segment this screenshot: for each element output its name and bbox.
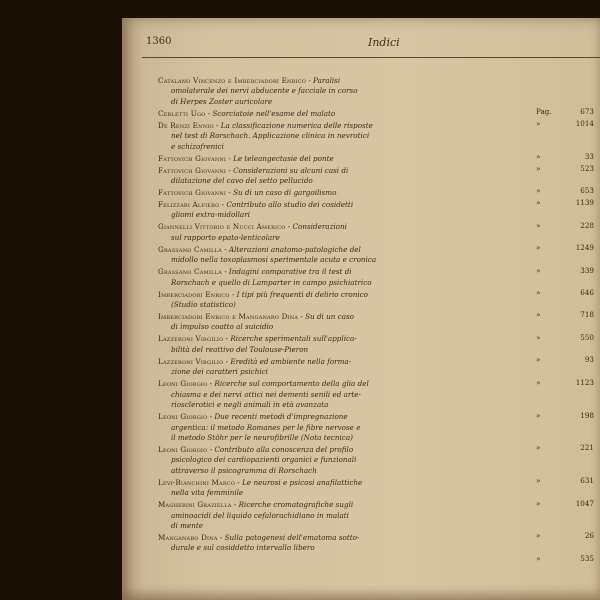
article-title: - Contributo alla conoscenza del profilo (207, 444, 354, 454)
entry-line (158, 176, 464, 186)
entry-line (158, 511, 464, 521)
entry-line (158, 379, 464, 389)
page-mark: » (536, 476, 541, 486)
entry-line (158, 86, 464, 96)
entry-line (158, 267, 464, 277)
entry-line (158, 255, 464, 265)
article-title: - Paralisi (306, 76, 341, 85)
article-title: nel test di Rorschach. Applicazione clinica in nevrotici (171, 131, 370, 141)
entry-line (158, 478, 464, 488)
article-title: chiasma e dei nervi ottici nei dementi senili ed arte- (171, 389, 361, 399)
header-rule (142, 57, 600, 58)
entry-line (158, 300, 464, 310)
article-title: - Su di un caso (298, 312, 354, 322)
entry-line (158, 76, 464, 86)
article-title: - Considerazioni (285, 222, 347, 232)
article-title: psicologico dei cardiopazienti organici e funzionali (171, 455, 357, 465)
page-num: 523 (580, 164, 594, 174)
article-title: e schizofrenici (171, 141, 224, 151)
article-title: argentica: il metodo Romanes per le fibre nervose e (171, 422, 361, 432)
article-title: - Alterazioni anatomo-patologiche del (221, 244, 361, 254)
entry-line (158, 466, 464, 476)
page-num: 33 (584, 152, 594, 162)
entry-line (158, 334, 464, 344)
entry-line (158, 166, 464, 176)
author-name: Giannelli Vittorio e Nucci Americo (158, 222, 286, 232)
entry-line (158, 109, 464, 119)
page-num: 646 (580, 288, 594, 298)
article-title: omolaterale dei nervi abducente e facciale in corso (171, 86, 358, 96)
entry-line (158, 322, 464, 332)
author-name: Catalano Vincenzo e Imberciadori Enrico (158, 76, 307, 85)
entry-line (158, 131, 464, 141)
page-number: 1360 (146, 36, 172, 47)
entry-line (158, 433, 464, 443)
page-mark: » (536, 310, 541, 320)
article-title: - Le neurosi e psicosi anafilattiche (235, 477, 363, 487)
article-title: - Due recenti metodi d'impregnazione (207, 412, 348, 422)
article-title: aminoacidi del liquido cefalorachidiano in malati (171, 510, 349, 520)
entry-line (158, 245, 464, 255)
entry-line (158, 210, 464, 220)
entry-line (158, 200, 464, 210)
page-num: 339 (580, 265, 594, 275)
page-mark: » (536, 443, 541, 453)
page-num: 631 (580, 476, 594, 486)
author-name: Imberciadori Enrico (158, 289, 230, 299)
book-page (122, 18, 600, 600)
article-title: - Scorciatoie nell'esame del malato (205, 108, 336, 118)
author-name: Lazzeroni Virgilio (158, 356, 224, 366)
entry-line (158, 488, 464, 498)
page-mark: » (536, 377, 541, 387)
index-entry (158, 532, 600, 563)
article-title: - Su di un caso di gargoilismo (226, 188, 337, 198)
article-title: - Le teleangectasie del ponte (226, 153, 334, 163)
page-mark: » (536, 410, 541, 420)
entry-line (158, 400, 464, 410)
page-num: 1123 (575, 377, 594, 387)
page-mark: » (536, 288, 541, 298)
entry-line (158, 97, 464, 107)
author-name: Grassano Camilla (158, 267, 222, 277)
entry-line (158, 533, 464, 543)
article-title: (Studio statistico) (171, 300, 236, 310)
entry-line (158, 390, 464, 400)
article-title: - La classificazione numerica delle risposte (213, 120, 373, 130)
article-title: gliomi extra-midollari (171, 210, 250, 220)
page-mark: » (536, 186, 541, 196)
entry-line (158, 188, 464, 198)
article-title: durale e sul cosiddetto intervallo libero (171, 543, 315, 553)
author-name: Levi-Bianchini Marco (158, 477, 236, 487)
page-num: 26 (584, 531, 594, 541)
page-mark: » (536, 355, 541, 365)
entry-line (158, 412, 464, 422)
author-name: Grassano Camilla (158, 244, 222, 254)
author-name: Cerletti Ugo (158, 108, 206, 118)
article-title: sul rapporto epato-lenticolare (171, 232, 280, 242)
page-num: 198 (580, 410, 594, 420)
page-num: 1014 (575, 119, 594, 129)
entry-line (158, 290, 464, 300)
article-title: dilatazione del cavo del setto pellucido (171, 176, 313, 186)
page-num: 1047 (575, 498, 594, 508)
page-mark: » (536, 243, 541, 253)
article-title: il metodo Stöhr per le neurofibrille (Nota tecnica) (171, 432, 353, 442)
page-num: 93 (584, 355, 594, 365)
entry-line (158, 142, 464, 152)
article-title: di impulso coatto al suicidio (171, 322, 274, 332)
author-name: Leoni Giorgio (158, 379, 208, 389)
entry-line (158, 367, 464, 377)
entry-line (158, 121, 464, 131)
author-name: Fattovich Giovanni (158, 165, 227, 175)
author-name: Imberciadori Enrico e Manganaro Dina (158, 312, 299, 322)
article-title: nella vita femminile (171, 488, 244, 498)
author-name: De Renzi Ennio (158, 120, 214, 130)
article-title: - Considerazioni su alcuni casi di (226, 165, 349, 175)
entry-line (158, 345, 464, 355)
entry-line (158, 500, 464, 510)
page-mark: » (536, 332, 541, 342)
entry-line (158, 233, 464, 243)
author-name: Fattovich Giovanni (158, 188, 227, 198)
entry-line (158, 423, 464, 433)
article-title: - Eredità ed ambiente nella forma- (223, 356, 352, 366)
entry-line (158, 543, 464, 553)
page-num: 221 (580, 443, 594, 453)
article-title: - Ricerche sul comportamento della glia del (207, 379, 369, 389)
page-mark: » (536, 531, 541, 541)
entry-line (158, 278, 464, 288)
page-num: 653 (580, 186, 594, 196)
entry-line (158, 154, 464, 164)
article-title: riosclerotici e negli animali in età avanzata (171, 400, 329, 410)
page-num: 718 (580, 310, 594, 320)
author-name: Magherini Graziella (158, 500, 232, 510)
article-title: zione dei caratteri psichici (171, 367, 268, 377)
page-mark: » (536, 198, 541, 208)
article-title: - Ricerche cromatografiche sugli (231, 500, 354, 510)
article-title: - Indagini comparative tra il test di (221, 267, 352, 277)
page-num: 535 (580, 553, 594, 563)
page-num: 673 (580, 107, 594, 117)
page-num: 228 (580, 220, 594, 230)
author-name: Fattovich Giovanni (158, 153, 227, 163)
section-title: Indici (368, 36, 400, 49)
page-num: 1249 (575, 243, 594, 253)
author-name: Leoni Giorgio (158, 412, 208, 422)
page-mark: Pag. (536, 107, 552, 117)
article-title: attraverso il psicogramma di Rorschach (171, 465, 317, 475)
entry-line (158, 455, 464, 465)
article-title: - Contributo allo studio dei cosidetti (219, 200, 354, 210)
author-name: Lazzeroni Virgilio (158, 334, 224, 344)
author-name: Felizzari Alfiero (158, 200, 220, 210)
running-header (146, 36, 600, 52)
entry-line (158, 312, 464, 322)
page-mark: » (536, 164, 541, 174)
page-num: 1139 (575, 198, 594, 208)
entry-line (158, 222, 464, 232)
page-mark: » (536, 119, 541, 129)
article-title: - Sulla patogenesi dell'ematoma sotto- (217, 532, 360, 542)
article-title: Rorschach e quello di Lamparter in campo psichiatrico (171, 277, 372, 287)
page-mark: » (536, 152, 541, 162)
entry-line (158, 357, 464, 367)
article-title: midollo nella toxoplasmosi sperimentale acuta e cronica (171, 255, 377, 265)
page-mark: » (536, 220, 541, 230)
article-title: - I tipi più frequenti di delirio cronico (229, 289, 368, 299)
entry-line (158, 521, 464, 531)
page-mark: » (536, 498, 541, 508)
article-title: - Ricerche sperimentali sull'applica- (223, 334, 357, 344)
entry-line (158, 445, 464, 455)
index-entries (158, 76, 600, 563)
author-name: Leoni Giorgio (158, 444, 208, 454)
article-title: bilità del reattivo del Toulouse-Pieron (171, 344, 309, 354)
author-name: Manganaro Dina (158, 532, 218, 542)
page-num: 550 (580, 332, 594, 342)
article-title: di mente (171, 520, 204, 530)
article-title: di Herpes Zoster auricolare (171, 96, 273, 106)
page-mark: » (536, 265, 541, 275)
page-mark: » (536, 553, 541, 563)
